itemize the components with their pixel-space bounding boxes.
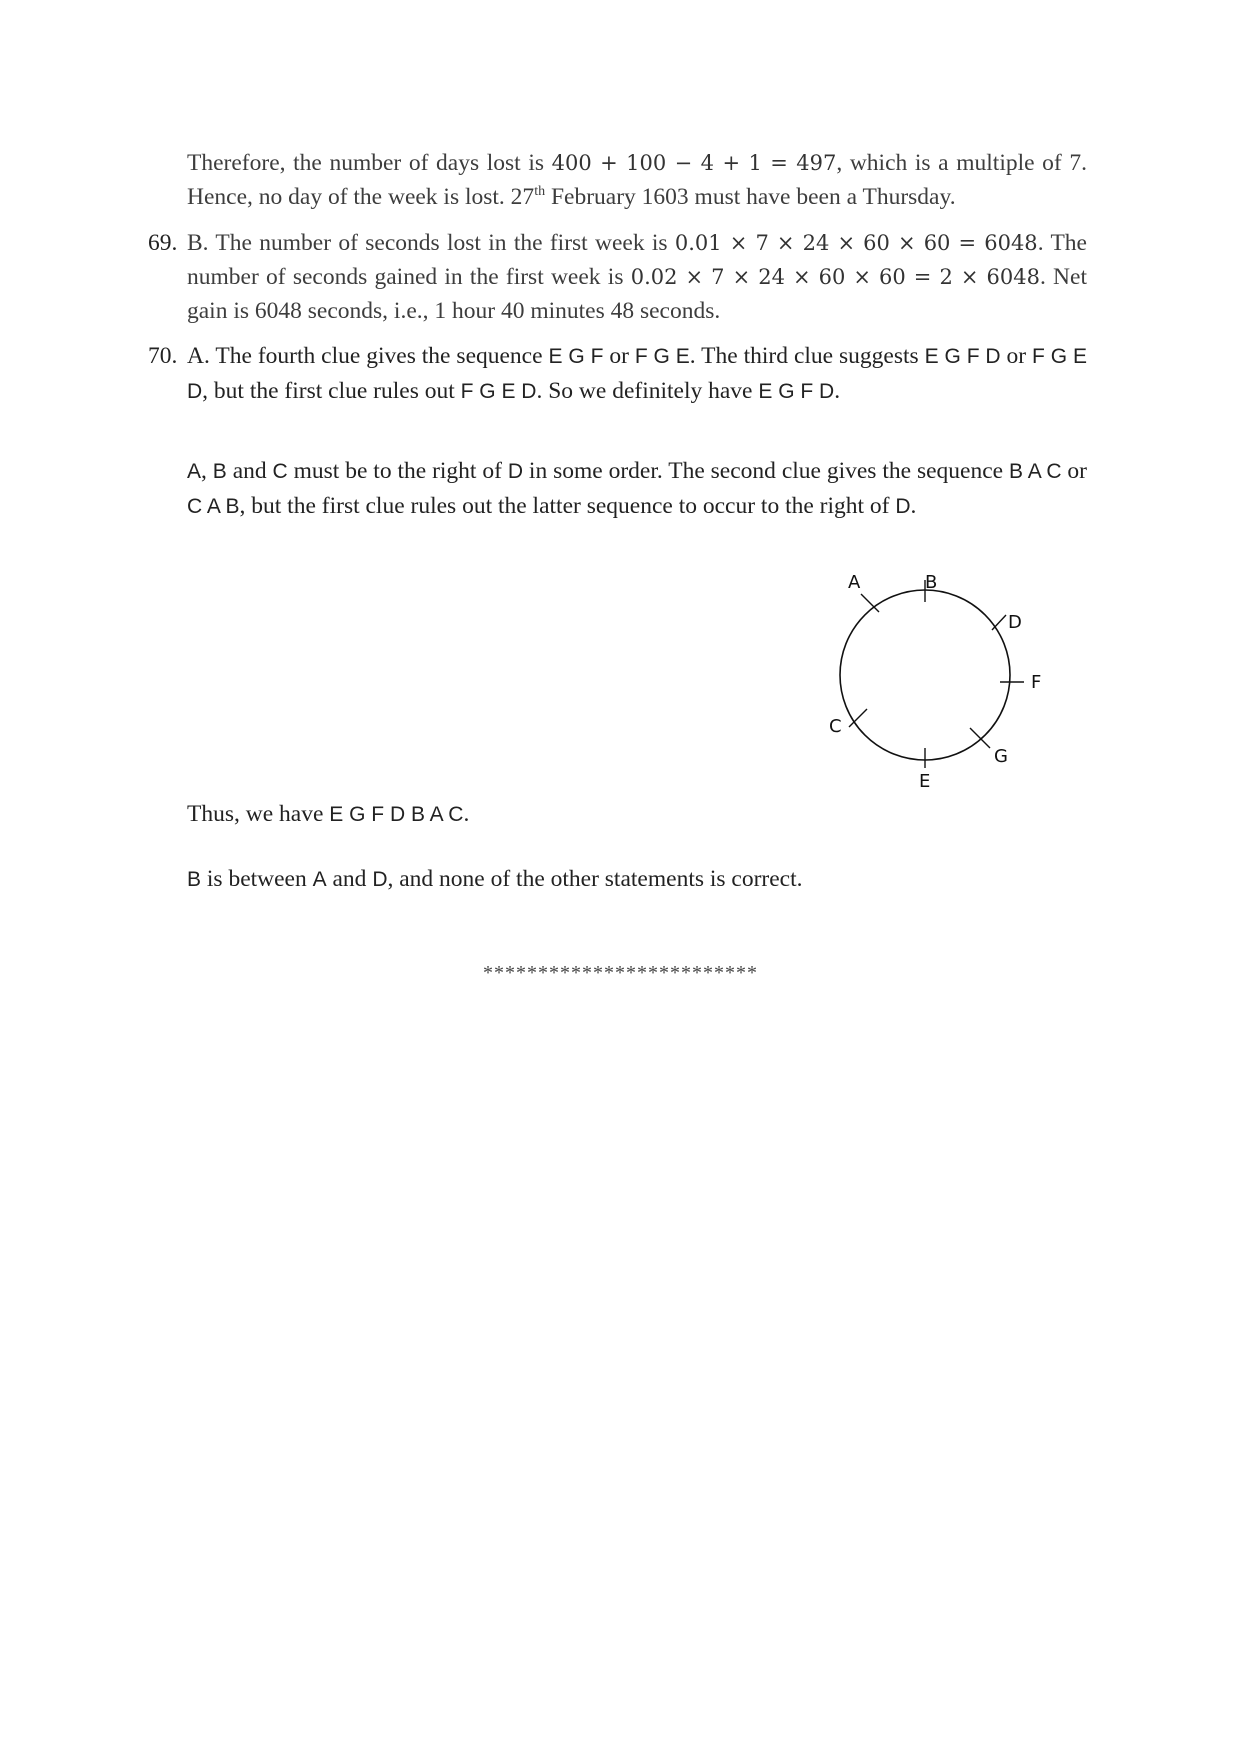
letter: A bbox=[312, 868, 327, 891]
label-a: A bbox=[848, 572, 861, 593]
text: . The number of seconds gained in the first week is bbox=[187, 230, 1087, 290]
letter: C bbox=[272, 460, 288, 483]
text: , which is a multiple of 7. Hence, no day of the week is lost. 27 bbox=[187, 150, 1087, 210]
sequence: E G F D bbox=[758, 380, 835, 403]
text: or bbox=[1000, 343, 1033, 369]
text: . bbox=[834, 378, 841, 404]
math-seconds-gained: 0.02 × 7 × 24 × 60 × 60 = 2 × 6048 bbox=[630, 265, 1040, 289]
text: , but the first clue rules out bbox=[202, 378, 461, 404]
label-f: F bbox=[1031, 672, 1042, 693]
paragraph-order-right-of-d bbox=[187, 454, 1087, 524]
sequence: F G E bbox=[634, 345, 690, 368]
sequence: F G E D bbox=[187, 345, 1087, 403]
text: , and none of the other statements is correct. bbox=[387, 866, 803, 892]
paragraph-conclusion bbox=[187, 862, 1087, 897]
text: must be to the right of bbox=[287, 458, 508, 484]
label-c: C bbox=[829, 716, 842, 737]
section-end-separator: ************************* bbox=[483, 962, 758, 984]
letter: D bbox=[372, 868, 388, 891]
text: Therefore, the number of days lost is bbox=[187, 150, 552, 176]
superscript: th bbox=[534, 184, 546, 200]
sequence: E G F D B A C bbox=[329, 803, 464, 826]
text: in some order. The second clue gives the sequence bbox=[523, 458, 1009, 484]
text: . Net gain is 6048 seconds, i.e., 1 hour 40 minutes 48 seconds. bbox=[187, 264, 1087, 324]
sequence: E G F bbox=[548, 345, 610, 368]
sequence: B A C bbox=[1008, 460, 1068, 483]
label-b: B bbox=[925, 572, 938, 593]
text: or bbox=[609, 343, 635, 369]
letter: B bbox=[187, 868, 202, 891]
answer-number: 69. bbox=[148, 230, 178, 256]
text: Thus, we have bbox=[187, 801, 330, 827]
sequence: C A B bbox=[187, 495, 240, 518]
text: . bbox=[463, 801, 470, 827]
text: B. The number of seconds lost in the first week is bbox=[187, 230, 675, 256]
answer-70 bbox=[148, 339, 1087, 409]
letter: D bbox=[507, 460, 524, 483]
text: . bbox=[910, 493, 917, 519]
sequence: E G F D bbox=[924, 345, 1001, 368]
tick-d bbox=[992, 615, 1006, 630]
text: and bbox=[326, 866, 373, 892]
text: , but the first clue rules out the latter sequence to occur to the right of bbox=[239, 493, 896, 519]
letter: D bbox=[895, 495, 911, 518]
label-e: E bbox=[919, 771, 931, 792]
label-g: G bbox=[994, 746, 1008, 767]
text: and bbox=[226, 458, 273, 484]
paragraph-final-order bbox=[187, 797, 1087, 832]
text: is between bbox=[201, 866, 313, 892]
text: . So we definitely have bbox=[536, 378, 759, 404]
answer-69 bbox=[148, 226, 1087, 328]
answer-number: 70. bbox=[148, 343, 178, 369]
letter: B bbox=[212, 460, 227, 483]
text: February 1603 must have been a Thursday. bbox=[545, 184, 956, 210]
paragraph-top-continuation bbox=[187, 146, 1087, 214]
circular-arrangement-diagram bbox=[800, 560, 1080, 810]
text: . The third clue suggests bbox=[689, 343, 925, 369]
math-days-lost: 400 + 100 − 4 + 1 = 497 bbox=[551, 151, 837, 175]
label-d: D bbox=[1008, 612, 1022, 633]
sequence: F G E D bbox=[460, 380, 537, 403]
text: , bbox=[201, 458, 213, 484]
arrangement-circle bbox=[840, 590, 1010, 760]
text: or bbox=[1067, 458, 1087, 484]
letter: A bbox=[187, 460, 202, 483]
text: A. The fourth clue gives the sequence bbox=[187, 343, 549, 369]
math-seconds-lost: 0.01 × 7 × 24 × 60 × 60 = 6048 bbox=[674, 231, 1038, 255]
